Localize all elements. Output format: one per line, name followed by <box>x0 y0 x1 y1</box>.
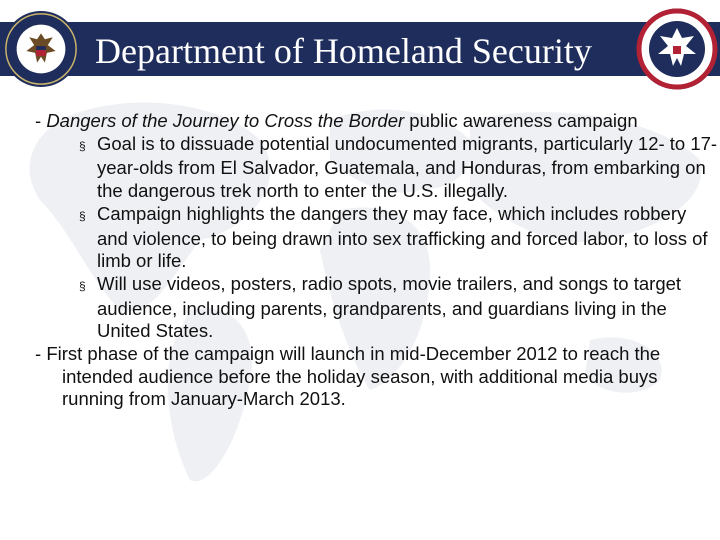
sub-bullet-text: Campaign highlights the dangers they may face, which includes robbery and violence, to being drawn into sex trafficking and forced labor, to loss of limb or life. <box>97 202 708 272</box>
dash-marker: - <box>35 110 42 131</box>
bullet-icon: § <box>79 138 86 153</box>
list-item-text: First phase of the campaign will launch in mid-December 2012 to reach the intended audience before the holiday season, with additional media buys running from January-March 2013. <box>46 343 661 410</box>
sub-bullet <box>0 133 720 203</box>
sub-bullet <box>0 203 720 273</box>
page-title: Department of Homeland Security <box>95 31 592 71</box>
campaign-label: public awareness campaign <box>404 110 638 131</box>
dhs-seal-icon <box>636 8 718 90</box>
list-item <box>0 110 720 133</box>
slide-body <box>0 110 720 411</box>
list-item <box>0 343 720 411</box>
sub-bullet-text: Goal is to dissuade potential undocumented migrants, particularly 12- to 17-year-olds from El Salvador, Guatemala, and Honduras, from embarking on the dangerous trek north to enter the U.S. illegally. <box>97 132 718 202</box>
sub-bullet-text: Will use videos, posters, radio spots, movie trailers, and songs to target audience, including parents, grandparents, and guardians living in the United States. <box>97 272 682 342</box>
dash-marker: - <box>35 343 42 365</box>
state-department-seal-icon <box>2 10 80 88</box>
bullet-icon: § <box>79 208 86 223</box>
bullet-icon: § <box>79 278 86 293</box>
sub-bullet <box>0 273 720 343</box>
campaign-name: Dangers of the Journey to Cross the Border <box>46 110 405 131</box>
